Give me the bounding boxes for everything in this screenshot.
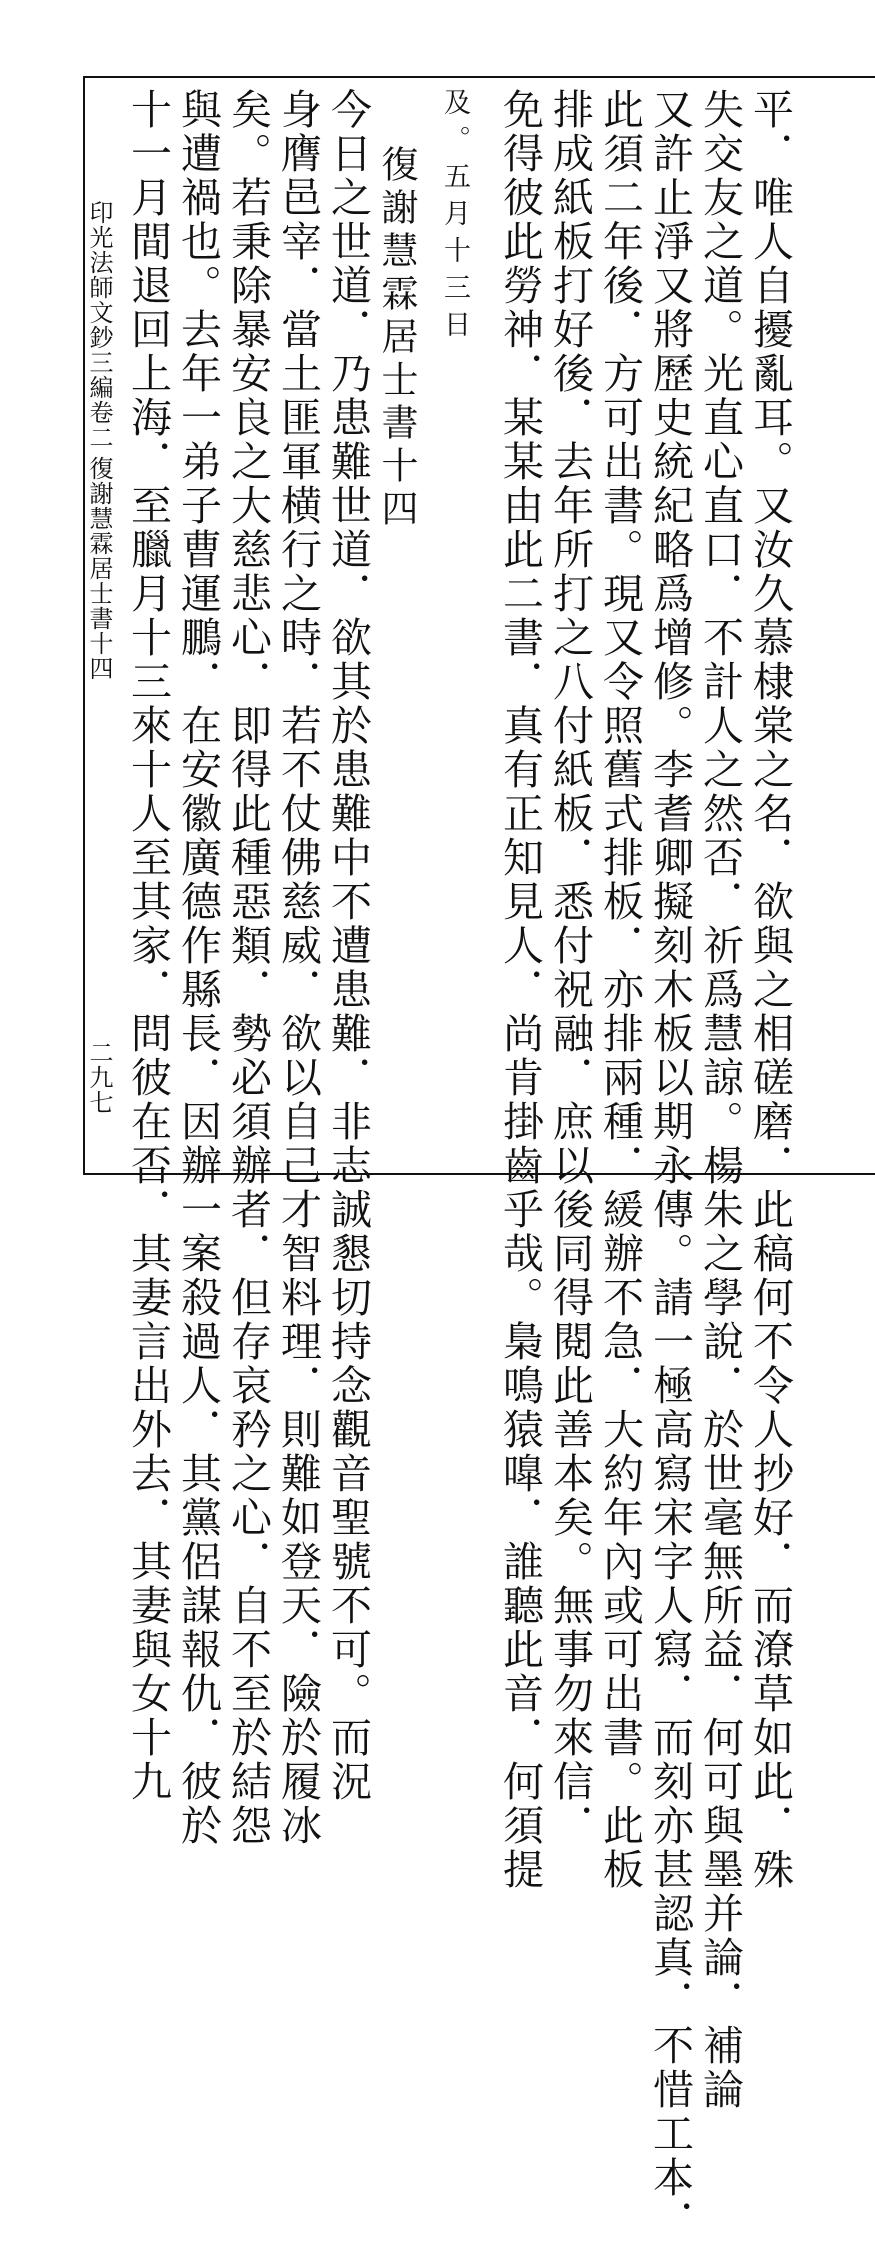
text-column: 排成紙板打好後．去年所打之八付紙板．悉付祝融．庶以後同得閱此善本矣。無事勿來信． xyxy=(546,88,594,1848)
text-column: 矣。若秉除暴安良之大慈悲心．即得此種惡類．勢必須辦者．但存哀矜之心．自不至於結怨 xyxy=(224,88,272,1848)
text-column: 失交友之道。光直心直口．不計人之然否．祈爲慧諒。楊朱之學說．於世毫無所益．何可與墨并論．補論 xyxy=(696,88,744,2112)
text-column: 平．唯人自擾亂耳。又汝久慕棣棠之名．欲與之相磋磨．此稿何不令人抄好．而潦草如此．殊 xyxy=(746,88,794,1892)
text-column: 免得彼此勞神．某某由此二書．真有正知見人．尚肯掛齒乎哉。梟鳴猿嘷．誰聽此音．何須提 xyxy=(496,88,544,1892)
text-column: 與遭禍也。去年一弟子曹運鵬．在安徽廣德作縣長．因辦一案殺過人．其黨侶謀報仇．彼於 xyxy=(174,88,222,1848)
section-title: 復謝慧霖居士書十四 xyxy=(85,456,113,681)
page-number: 二九七 xyxy=(85,1040,113,1115)
text-column: 身膺邑宰．當土匪軍横行之時．若不仗佛慈威．欲以自己才智料理．則難如登天．險於履冰 xyxy=(274,88,322,1848)
text-column-date: 及。五月十三日 xyxy=(439,88,470,347)
text-column: 十一月間退回上海．至臘月十三來十人至其家．問彼在否．其妻言出外去．其妻與女十九 xyxy=(124,88,172,1804)
letter-title: 復謝慧霖居士書十四 xyxy=(375,145,418,532)
text-column: 今日之世道．乃患難世道．欲其於患難中不遭患難．非志誠懇切持念觀音聖號不可。而況 xyxy=(324,88,372,1804)
book-title: 印光法師文鈔三編卷二 xyxy=(85,200,113,450)
text-column: 又許止淨又將歷史統紀略爲增修。李耆卿擬刻木板以期永傳。請一極高寫宋字人寫．而刻亦甚認真．不惜工本． xyxy=(646,88,694,2244)
frame-top-rule xyxy=(83,76,875,78)
text-column: 此須二年後．方可出書。現又令照舊式排板．亦排兩種．緩辦不急．大約年內或可出書。此板 xyxy=(596,88,644,1892)
